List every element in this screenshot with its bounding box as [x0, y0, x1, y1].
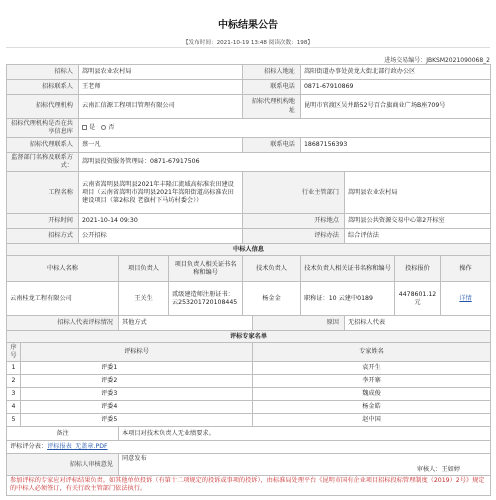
report-row — [7, 441, 491, 454]
project-value: 云南省嵩明县嵩明县2021年丰隆江流域高标准农田建设项目（云南省嵩明市嵩明县2021年嵩阳街道高标准农田建设项目（第2标段 老旗村下马坊村委会）） — [79, 172, 243, 214]
bidder-label: 招标人 — [7, 65, 79, 80]
agency-label: 招标代理机构 — [7, 95, 79, 119]
page-title: 中标结果公告 — [218, 20, 278, 31]
review-value: 同意发布 — [122, 455, 147, 463]
report-label: 评标评分表： — [10, 443, 48, 451]
supervisor-value: 嵩明县投资服务管理局：0871-67917506 — [79, 153, 491, 172]
review-cell — [119, 454, 491, 476]
experts-col-no: 序号 — [7, 343, 21, 362]
phone-label: 联系电话 — [243, 80, 301, 95]
agent-contact-value: 蔡一凡 — [79, 138, 243, 153]
winner-tech-cert: 职称证：10 云建中0189 — [301, 282, 395, 316]
expert-committee: 评委3 — [21, 388, 253, 401]
radio-no[interactable] — [101, 125, 106, 130]
expert-name: 李开寨 — [253, 375, 491, 388]
agency-check-label: 招标代理机构是否在共享信息库 — [7, 119, 79, 138]
bid-method-label: 招标方式 — [7, 229, 79, 244]
contact-label: 招标联系人 — [7, 80, 79, 95]
note-label: 备注 — [7, 427, 119, 441]
expert-committee: 评委5 — [21, 414, 253, 427]
expert-no: 2 — [7, 375, 21, 388]
contact-value: 王老师 — [79, 80, 243, 95]
table-row — [7, 414, 491, 427]
expert-no: 4 — [7, 401, 21, 414]
divider — [6, 47, 490, 48]
expert-no: 1 — [7, 362, 21, 375]
winner-detail-link[interactable]: 详情 — [441, 282, 491, 316]
winner-col-pm: 项目负责人 — [119, 256, 169, 282]
expert-name: 魏成俊 — [253, 388, 491, 401]
expert-no: 3 — [7, 388, 21, 401]
winner-col-name: 中标人名称 — [7, 256, 119, 282]
expert-name: 袁开生 — [253, 362, 491, 375]
checkbox-yes[interactable] — [82, 125, 87, 130]
experts-col-name: 专家姓名 — [253, 343, 491, 362]
supervisor-label: 监督部门名称及联系方式： — [7, 153, 79, 172]
agency-addr-label: 招标代理机构地址 — [243, 95, 301, 119]
agency-addr-value: 昆明市官渡区吴井路52号百合旗商业广场B座709号 — [301, 95, 491, 119]
rep-reason-label: 原因 — [253, 316, 345, 331]
table-row — [7, 375, 491, 388]
publish-meta: 【发布时间：2021-10-19 13:48 阅读次数：198】 — [183, 40, 313, 46]
winner-col-price: 投标报价 — [395, 256, 441, 282]
table-row — [7, 362, 491, 375]
winner-col-op: 操作 — [441, 256, 491, 282]
experts-section-title: 评标专家名单 — [7, 331, 491, 343]
review-label: 招标人审核意见 — [7, 454, 119, 476]
expert-committee: 评委1 — [21, 362, 253, 375]
open-place-value: 嵩明县公共资源交易中心第2开标室 — [345, 214, 491, 229]
expert-committee: 评委2 — [21, 375, 253, 388]
winner-section-title: 中标人信息 — [7, 244, 491, 256]
project-label: 工程名称 — [7, 172, 79, 214]
expert-no: 5 — [7, 414, 21, 427]
winner-col-tech-cert: 技术负责人相关证书名称和编号 — [301, 256, 395, 282]
open-time-label: 开标时间 — [7, 214, 79, 229]
experts-col-committee: 评标标号 — [21, 343, 253, 362]
winner-col-pm-cert: 项目负责人相关证书名称和编号 — [169, 256, 243, 282]
table-row — [7, 388, 491, 401]
report-file-link[interactable]: 评标报表_无盖章.PDF — [47, 443, 108, 451]
expert-name: 杨金皓 — [253, 401, 491, 414]
note-value: 本项目对技术负责人无业绩要求。 — [119, 427, 491, 441]
expert-name: 赵中国 — [253, 414, 491, 427]
agent-phone-value: 18687156393 — [301, 138, 491, 153]
winner-price: 4478601.12元 — [395, 282, 441, 316]
reviewer-name: 王如婷 — [441, 466, 461, 474]
bidder-addr-value: 嵩阳街道办事处黄龙大街北部行政办公区 — [301, 65, 491, 80]
project-number: 进场交易编号：JBKSM2021090068_2 — [384, 57, 490, 64]
eval-method-label: 评标办法 — [243, 229, 345, 244]
footer-notice: 参加评标的专家应对评标结果负责。如其他单位投诉（有第十二项规定的投诉或事项的投诉），由标准局处理平台《昆明市国有企业项目招标投标管理制度（2019）2号》规定的中标人必须签订，有关行政主管部门依法执行。 — [7, 476, 491, 495]
reviewer — [417, 466, 460, 474]
open-time-value: 2021-10-14 09:30 — [79, 214, 243, 229]
bidder-value: 嵩明县农业农村局 — [79, 65, 243, 80]
agency-check-options — [79, 119, 491, 138]
bid-method-value: 公开招标 — [79, 229, 243, 244]
eval-method-value: 综合评估法 — [345, 229, 491, 244]
open-place-label: 开标地点 — [243, 214, 345, 229]
notice-table — [6, 64, 490, 496]
agent-contact-label: 招标代理联系人 — [7, 138, 79, 153]
expert-committee: 评委4 — [21, 401, 253, 414]
rep-value: 其他方式 — [119, 316, 253, 331]
bidder-addr-label: 招标人地址 — [243, 65, 301, 80]
phone-value: 0871-67910869 — [301, 80, 491, 95]
winner-pm-cert: 贰级建造师注册证书：云253201720108445 — [169, 282, 243, 316]
agent-phone-label: 联系电话 — [243, 138, 301, 153]
rep-label: 招标人代表评标情况 — [7, 316, 119, 331]
reviewer-label: 审核人： — [416, 466, 442, 474]
table-row — [7, 401, 491, 414]
industry-value: 嵩明县农业农村局 — [345, 172, 491, 214]
agency-value: 云南汇信源工程项目管理有限公司 — [79, 95, 243, 119]
industry-label: 行业主管部门 — [243, 172, 345, 214]
option-no-label: 否 — [108, 124, 115, 132]
winner-tech: 杨金金 — [243, 282, 301, 316]
winner-name: 云南桂龙工程有限公司 — [7, 282, 119, 316]
winner-col-tech: 技术负责人 — [243, 256, 301, 282]
rep-reason-value: 无招标人代表 — [345, 316, 491, 331]
option-yes-label: 是 — [89, 124, 96, 132]
winner-pm: 王关生 — [119, 282, 169, 316]
